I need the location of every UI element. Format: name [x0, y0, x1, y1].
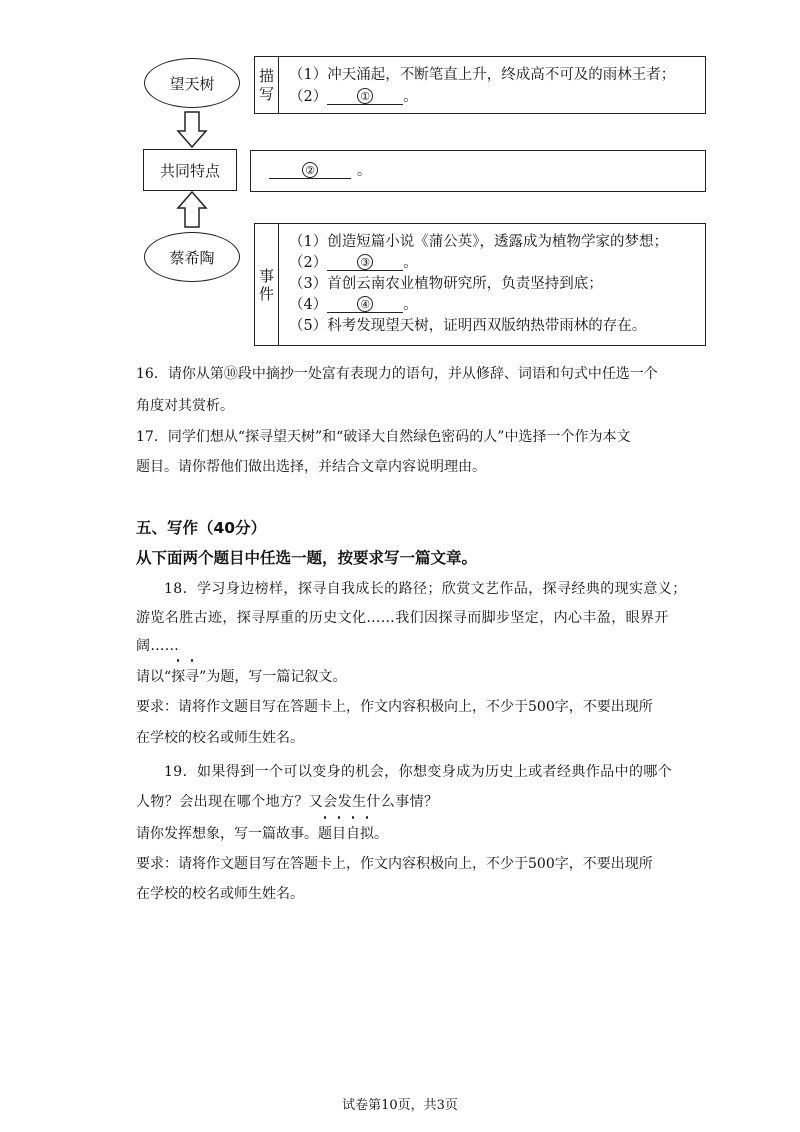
events-line-5: （5）科考发现望天树，证明西双版纳热带雨林的存在。 — [289, 318, 647, 334]
description-side-label: 描 写 — [255, 57, 279, 113]
description-line-1: （1）冲天涌起，不断笔直上升，终成高不可及的雨林王者； — [289, 67, 676, 83]
question-18-line-3: 阔…… — [136, 638, 180, 654]
node-caixitao-label: 蔡希陶 — [169, 248, 215, 267]
common-features-line: ② 。 — [269, 162, 372, 181]
question-19-requirement-1: 要求：请将作文题目写在答题卡上，作文内容积极向上，不少于500字，不要出现所 — [136, 856, 653, 872]
question-17-line-1: 17．同学们想从“探寻望天树”和“破译大自然绿色密码的人”中选择一个作为本文 — [136, 429, 631, 445]
question-19-prompt: 请你发挥想象，写一篇故事。题目自拟。 — [136, 820, 388, 849]
node-wangtianshu-label: 望天树 — [169, 74, 215, 93]
common-features-box — [250, 150, 706, 192]
down-arrow-icon — [176, 111, 208, 149]
emphasis-char: 自 — [346, 820, 360, 849]
question-19-requirement-2: 在学校的校名或师生姓名。 — [136, 886, 304, 902]
events-side-label: 事 件 — [255, 224, 279, 345]
description-line-2: （2） ① 。 — [289, 89, 418, 105]
question-18-prompt: 请以“探寻”为题，写一篇记叙文。 — [136, 663, 346, 692]
emphasis-char: 寻 — [185, 663, 199, 692]
emphasis-char: 题 — [318, 820, 332, 849]
writing-instruction: 从下面两个题目中任选一题，按要求写一篇文章。 — [136, 549, 478, 567]
events-line-3: （3）首创云南农业植物研究所，负责坚持到底； — [289, 276, 603, 292]
question-18-line-1: 18．学习身边榜样，探寻自我成长的路径；欣赏文艺作品，探寻经典的现实意义； — [164, 581, 687, 597]
emphasis-char: 探 — [171, 663, 185, 692]
blank-3: ③ — [327, 254, 403, 271]
blank-4: ④ — [327, 296, 403, 313]
events-line-2: （2） ③ 。 — [289, 255, 418, 271]
blank-1: ① — [327, 88, 403, 105]
emphasis-char: 拟 — [360, 820, 374, 849]
node-common-features — [143, 149, 237, 191]
question-18-requirement-2: 在学校的校名或师生姓名。 — [136, 730, 304, 746]
question-16-line-2: 角度对其赏析。 — [136, 398, 234, 414]
question-18-line-2: 游览名胜古迹，探寻厚重的历史文化……我们因探寻而脚步坚定，内心丰盈，眼界开 — [136, 610, 669, 626]
node-caixitao — [144, 232, 240, 282]
description-box — [254, 56, 706, 114]
up-arrow-icon — [176, 190, 208, 228]
events-line-4: （4） ④ 。 — [289, 297, 418, 313]
question-16-line-1: 16．请你从第⑩段中摘抄一处富有表现力的语句，并从修辞、词语和句式中任选一个 — [136, 366, 658, 382]
node-common-features-label: 共同特点 — [159, 161, 220, 180]
blank-2: ② — [269, 162, 351, 179]
question-17-line-2: 题目。请你帮他们做出选择，并结合文章内容说明理由。 — [136, 459, 486, 475]
page-footer: 试卷第10页，共3页 — [342, 1098, 458, 1113]
section-title-writing: 五、写作（40分） — [136, 519, 267, 537]
question-19-line-2: 人物？会出现在哪个地方？又会发生什么事情？ — [136, 794, 439, 810]
question-19-line-1: 19．如果得到一个可以变身的机会，你想变身成为历史上或者经典作品中的哪个 — [164, 764, 673, 780]
question-18-requirement-1: 要求：请将作文题目写在答题卡上，作文内容积极向上，不少于500字，不要出现所 — [136, 699, 653, 715]
emphasis-char: 目 — [332, 820, 346, 849]
events-line-1: （1）创造短篇小说《蒲公英》，透露成为植物学家的梦想； — [289, 234, 668, 250]
node-wangtianshu — [144, 58, 240, 108]
events-box — [254, 223, 706, 346]
